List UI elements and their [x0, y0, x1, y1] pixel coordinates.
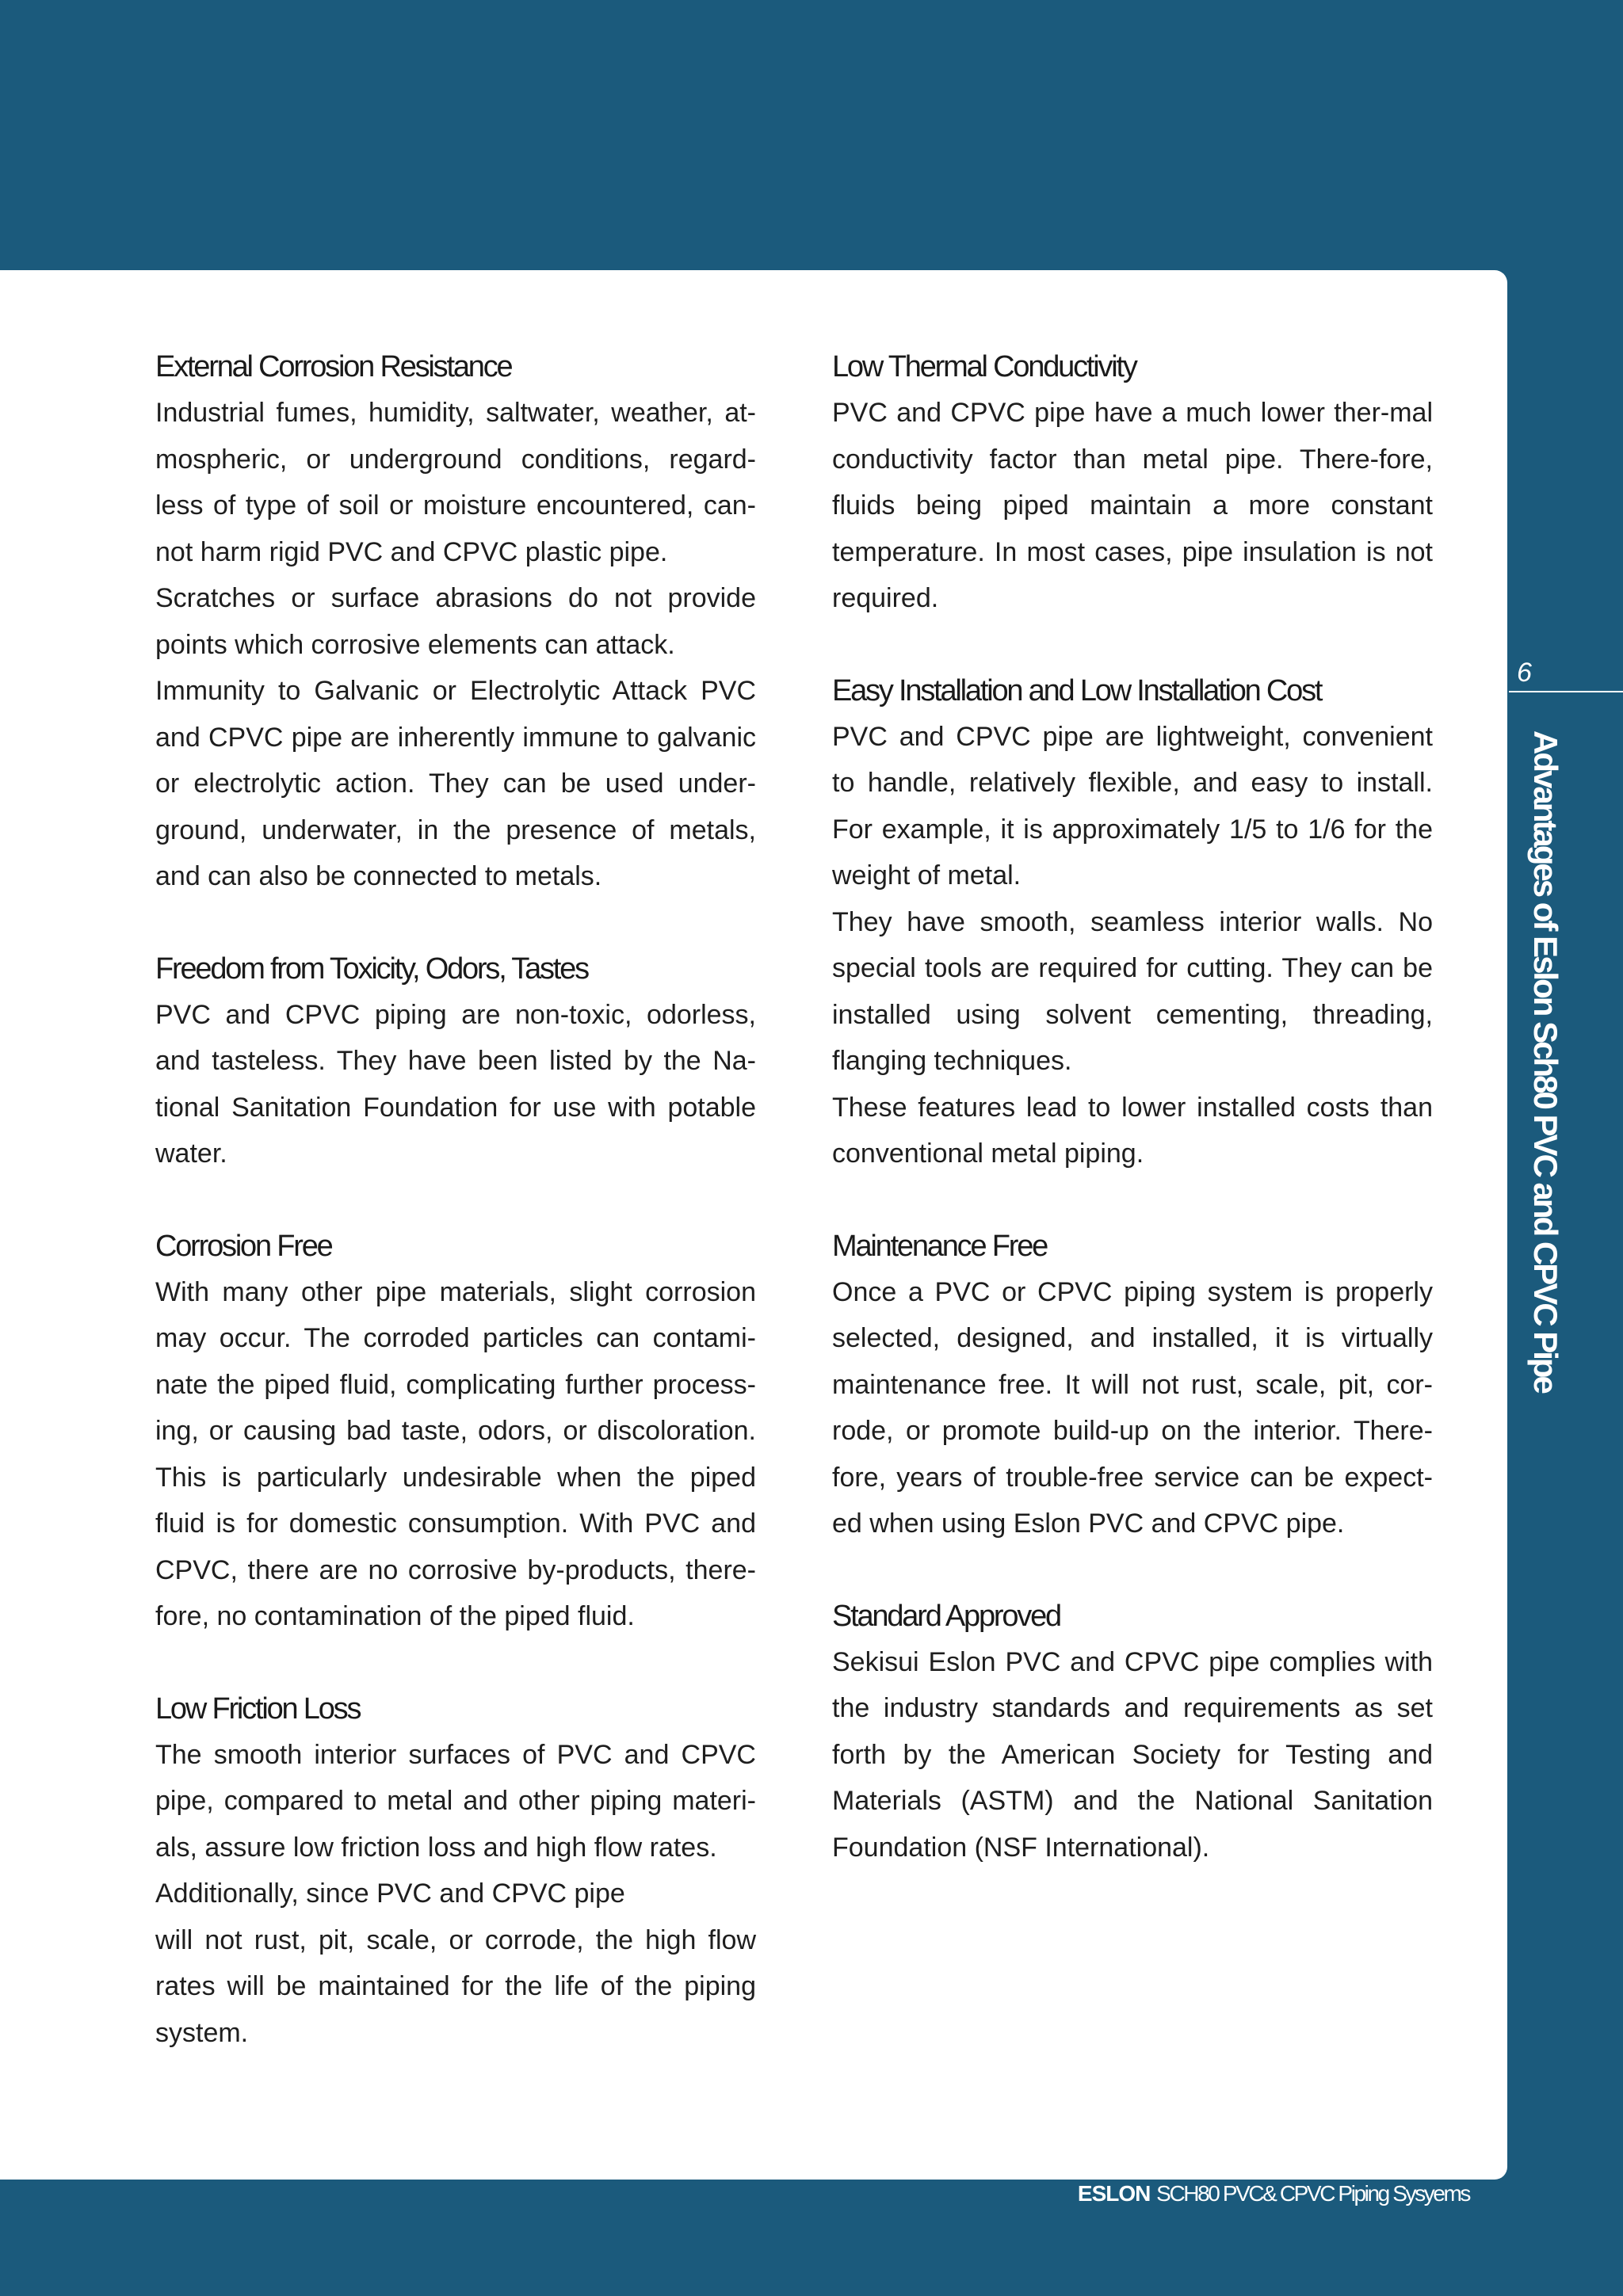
footer-tagline: SCH80 PVC& CPVC Piping Sysyems	[1156, 2181, 1469, 2206]
section-paragraph: Additionally, since PVC and CPVC pipe	[155, 1878, 625, 1909]
section-freedom-from-toxicity	[155, 946, 756, 1177]
section-low-thermal-conductivity	[832, 344, 1433, 622]
section-paragraph: will not rust, pit, scale, or corrode, the high flow rates will be maintained for the life of the piping system.	[155, 1924, 756, 2048]
section-paragraph: The smooth interior surfaces of PVC and CPVC pipe, compared to metal and other piping materi-als, assure low friction loss and high flow rates.	[155, 1739, 756, 1863]
section-easy-installation	[832, 668, 1433, 1177]
section-heading: Low Friction Loss	[155, 1691, 361, 1726]
section-external-corrosion-resistance	[155, 344, 756, 900]
section-paragraph: PVC and CPVC piping are non-toxic, odorless, and tasteless. They have been listed by the Na-tional Sanitation Foundation for use with potable water.	[155, 999, 756, 1169]
footer-brand	[1078, 2181, 1469, 2206]
section-corrosion-free	[155, 1223, 756, 1640]
section-paragraph: Industrial fumes, humidity, saltwater, weather, at-mospheric, or underground conditions, regard-less of type of soil or moisture encountered, can-not harm rigid PVC and CPVC plastic pipe.	[155, 398, 756, 567]
section-heading: Low Thermal Conductivity	[832, 350, 1136, 383]
section-heading: Maintenance Free	[832, 1229, 1048, 1263]
vertical-section-title-text: Advantages of Eslon Sch80 PVC and CPVC Pipe	[1527, 730, 1564, 1392]
section-maintenance-free	[832, 1223, 1433, 1547]
left-column	[155, 344, 756, 2056]
section-heading: External Corrosion Resistance	[155, 350, 512, 383]
vertical-section-title	[1525, 730, 1566, 1421]
section-heading: Standard Approved	[832, 1599, 1060, 1633]
section-heading: Corrosion Free	[155, 1229, 332, 1263]
page-number: 6	[1517, 658, 1532, 688]
footer-brand-name: ESLON	[1077, 2181, 1151, 2206]
section-paragraph: PVC and CPVC pipe have a much lower ther-mal conductivity factor than metal pipe. There-fore, fluids being piped maintain a more constant temperature. In most cases, pipe insulation is not required.	[832, 398, 1433, 613]
section-standard-approved	[832, 1593, 1433, 1871]
section-paragraph: These features lead to lower installed costs than conventional metal piping.	[832, 1092, 1433, 1169]
page-number-divider	[1509, 691, 1623, 692]
section-heading: Freedom from Toxicity, Odors, Tastes	[155, 952, 588, 986]
section-heading: Easy Installation and Low Installation Cost	[832, 673, 1322, 707]
section-paragraph: Immunity to Galvanic or Electrolytic Attack PVC and CPVC pipe are inherently immune to galvanic or electrolytic action. They can be used under-ground, underwater, in the presence of metals, and can also be connected to metals.	[155, 676, 756, 891]
section-paragraph: PVC and CPVC pipe are lightweight, convenient to handle, relatively flexible, and easy to install. For example, it is approximately 1/5 to 1/6 for the weight of metal.	[832, 721, 1433, 891]
section-low-friction-loss	[155, 1686, 756, 2057]
section-paragraph: Once a PVC or CPVC piping system is properly selected, designed, and installed, it is virtually maintenance free. It will not rust, scale, pit, cor-rode, or promote build-up on the interior. There-fore, years of trouble-free service can be expect-ed when using Eslon PVC and CPVC pipe.	[832, 1276, 1433, 1539]
right-column	[832, 344, 1433, 1871]
section-paragraph: They have smooth, seamless interior walls. No special tools are required for cutting. They can be installed using solvent cementing, threading, flanging techniques.	[832, 906, 1433, 1076]
content-panel	[0, 270, 1507, 2180]
section-paragraph: Scratches or surface abrasions do not provide points which corrosive elements can attack.	[155, 583, 756, 660]
section-paragraph: Sekisui Eslon PVC and CPVC pipe complies with the industry standards and requirements as set forth by the American Society for Testing and Materials (ASTM) and the National Sanitation Foundation (NSF International).	[832, 1646, 1433, 1863]
section-paragraph: With many other pipe materials, slight corrosion may occur. The corroded particles can contami-nate the piped fluid, complicating further process-ing, or causing bad taste, odors, or discoloration. This is particularly undesirable when the piped fluid is for domestic consumption. With PVC and CPVC, there are no corrosive by-products, there-fore, no contamination of the piped fluid.	[155, 1276, 756, 1631]
